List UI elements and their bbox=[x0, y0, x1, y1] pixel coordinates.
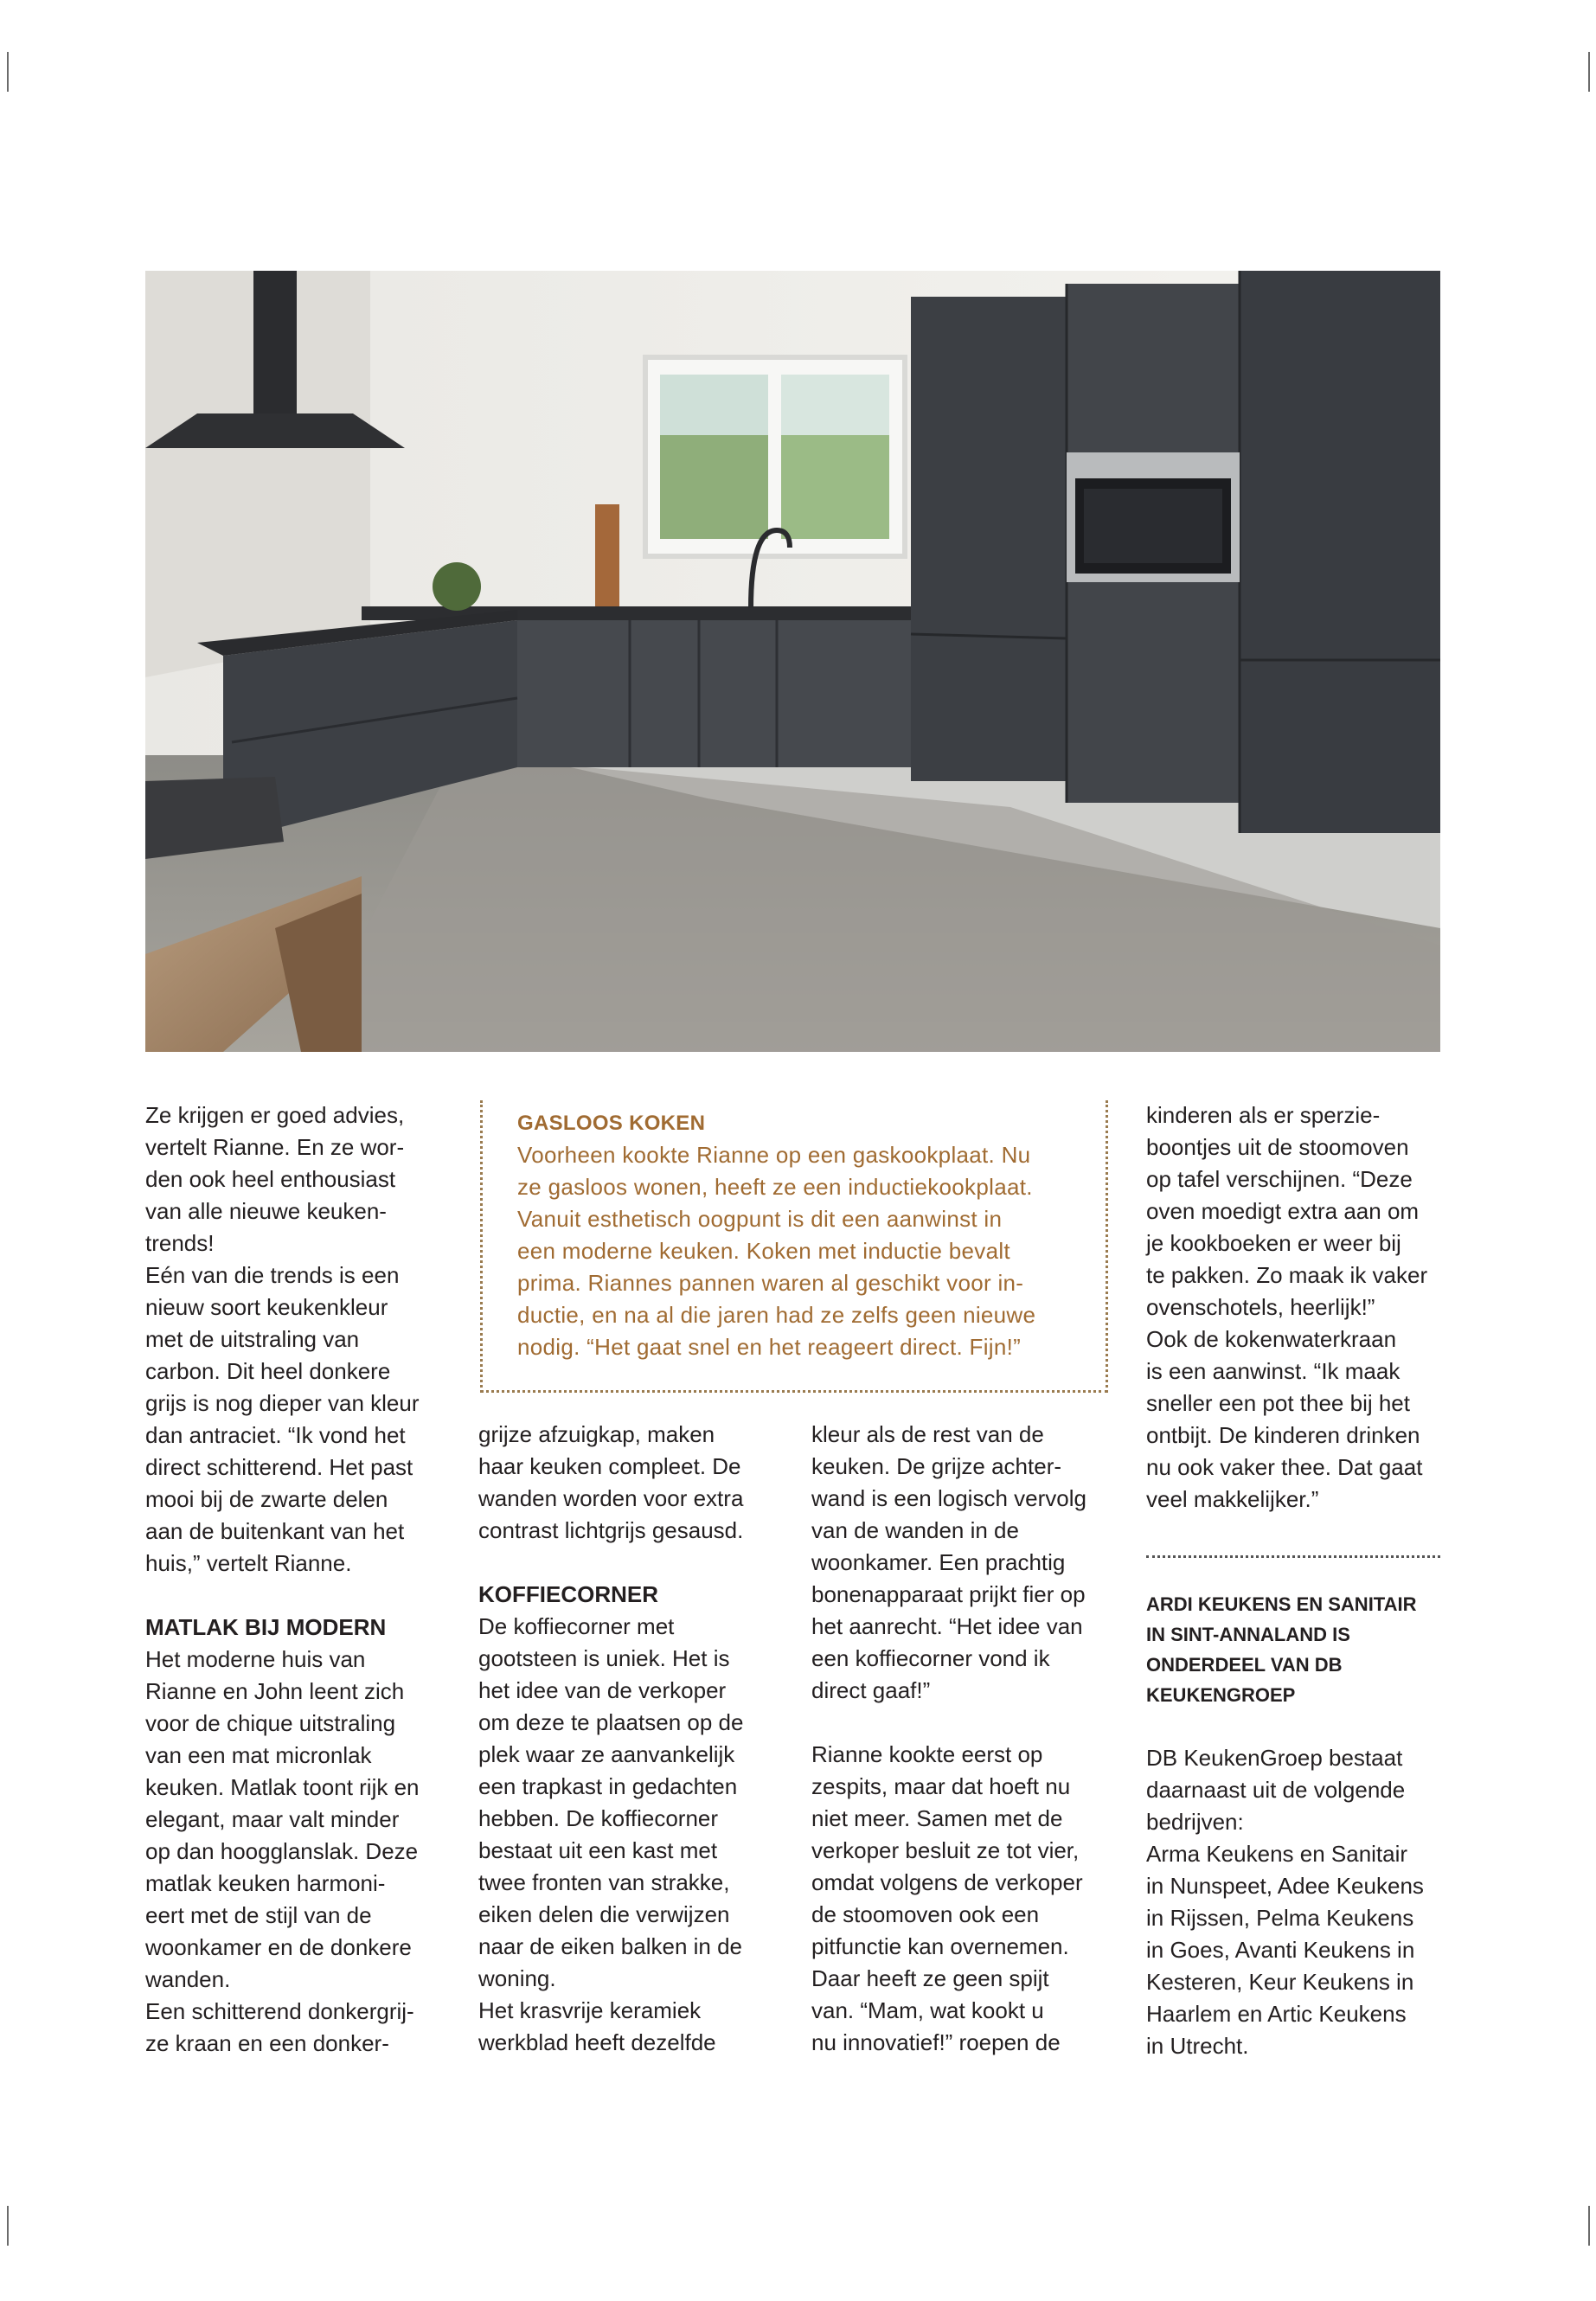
body-line: bestaat uit een kast met bbox=[478, 1837, 718, 1863]
body-line: carbon. Dit heel donkere bbox=[145, 1358, 391, 1384]
body-line: in Rijssen, Pelma Keukens bbox=[1146, 1905, 1414, 1931]
body-line: elegant, maar valt minder bbox=[145, 1806, 400, 1832]
kitchen-photo bbox=[145, 271, 1440, 1052]
body-line: in Goes, Avanti Keukens in bbox=[1146, 1937, 1415, 1963]
body-line: op dan hoogglanslak. Deze bbox=[145, 1838, 419, 1864]
body-line: bonenapparaat prijkt fier op bbox=[811, 1581, 1086, 1607]
body-line: Een schitterend donkergrij- bbox=[145, 1998, 414, 2024]
body-line: je kookboeken er weer bij bbox=[1146, 1230, 1401, 1256]
body-line: direct gaaf!” bbox=[811, 1677, 931, 1703]
sidebar-line: een moderne keuken. Koken met inductie bevalt bbox=[517, 1238, 1010, 1264]
body-line: Arma Keukens en Sanitair bbox=[1146, 1841, 1408, 1867]
body-line: woonkamer. Een prachtig bbox=[811, 1549, 1066, 1575]
body-line: boontjes uit de stoomoven bbox=[1146, 1134, 1409, 1160]
body-line: omdat volgens de verkoper bbox=[811, 1869, 1083, 1895]
body-line: pitfunctie kan overnemen. bbox=[811, 1933, 1069, 1959]
dotted-divider bbox=[1146, 1555, 1440, 1558]
body-line: hebben. De koffiecorner bbox=[478, 1805, 719, 1831]
body-line: kinderen als er sperzie- bbox=[1146, 1102, 1381, 1128]
column-4-lower bbox=[1146, 1589, 1445, 2062]
body-line: nu innovatief!” roepen de bbox=[811, 2029, 1061, 2055]
body-line: in Utrecht. bbox=[1146, 2033, 1249, 2059]
sidebar-line: prima. Riannes pannen waren al geschikt voor in- bbox=[517, 1270, 1024, 1296]
body-line: wanden. bbox=[145, 1966, 231, 1992]
body-line: oven moedigt extra aan om bbox=[1146, 1198, 1420, 1224]
column-3 bbox=[811, 1419, 1131, 2059]
body-line: op tafel verschijnen. “Deze bbox=[1146, 1166, 1413, 1192]
body-line: een koffiecorner vond ik bbox=[811, 1645, 1050, 1671]
sidebar-line: nodig. “Het gaat snel en het reageert direct. Fijn!” bbox=[517, 1334, 1022, 1360]
body-line: trends! bbox=[145, 1230, 215, 1256]
section-heading: KOFFIECORNER bbox=[478, 1581, 658, 1607]
body-line: woning. bbox=[478, 1965, 556, 1991]
column-1 bbox=[145, 1099, 457, 2060]
body-line: te pakken. Zo maak ik vaker bbox=[1146, 1262, 1428, 1288]
body-line: eert met de stijl van de bbox=[145, 1902, 372, 1928]
body-line: Haarlem en Artic Keukens bbox=[1146, 2001, 1407, 2027]
body-line: van een mat micronlak bbox=[145, 1742, 372, 1768]
body-line: naar de eiken balken in de bbox=[478, 1933, 743, 1959]
body-line: DB KeukenGroep bestaat bbox=[1146, 1745, 1403, 1771]
body-line: voor de chique uitstraling bbox=[145, 1710, 396, 1736]
body-line: direct schitterend. Het past bbox=[145, 1454, 413, 1480]
body-line: de stoomoven ook een bbox=[811, 1901, 1040, 1927]
body-line: is een aanwinst. “Ik maak bbox=[1146, 1358, 1401, 1384]
body-line: keuken. De grijze achter- bbox=[811, 1453, 1062, 1479]
body-line: Kesteren, Keur Keukens in bbox=[1146, 1969, 1414, 1995]
sidebar-line: ductie, en na al die jaren had ze zelfs geen nieuwe bbox=[517, 1302, 1036, 1328]
body-line: Rianne en John leent zich bbox=[145, 1678, 405, 1704]
body-line: zespits, maar dat hoeft nu bbox=[811, 1773, 1071, 1799]
body-line: nieuw soort keukenkleur bbox=[145, 1294, 388, 1320]
body-line: in Nunspeet, Adee Keukens bbox=[1146, 1873, 1424, 1899]
info-heading: KEUKENGROEP bbox=[1146, 1684, 1296, 1706]
body-line: haar keuken compleet. De bbox=[478, 1453, 741, 1479]
body-line: een trapkast in gedachten bbox=[478, 1773, 738, 1799]
body-line: sneller een pot thee bij het bbox=[1146, 1390, 1410, 1416]
body-line: Daar heeft ze geen spijt bbox=[811, 1965, 1049, 1991]
body-line: eiken delen die verwijzen bbox=[478, 1901, 730, 1927]
body-line: Eén van die trends is een bbox=[145, 1262, 400, 1288]
section-heading: MATLAK BIJ MODERN bbox=[145, 1614, 387, 1640]
body-line: niet meer. Samen met de bbox=[811, 1805, 1063, 1831]
column-4 bbox=[1146, 1099, 1445, 1516]
body-line: om deze te plaatsen op de bbox=[478, 1709, 744, 1735]
body-line: matlak keuken harmoni- bbox=[145, 1870, 386, 1896]
body-line: vertelt Rianne. En ze wor- bbox=[145, 1134, 405, 1160]
sidebar-line: ze gasloos wonen, heeft ze een inductiekookplaat. bbox=[517, 1174, 1033, 1200]
sidebar-box bbox=[480, 1100, 1108, 1393]
body-line: mooi bij de zwarte delen bbox=[145, 1486, 388, 1512]
body-line: werkblad heeft dezelfde bbox=[478, 2029, 716, 2055]
body-line: van alle nieuwe keuken- bbox=[145, 1198, 387, 1224]
body-line: grijs is nog dieper van kleur bbox=[145, 1390, 420, 1416]
crop-mark-top-left bbox=[7, 52, 9, 92]
body-line: wanden worden voor extra bbox=[478, 1485, 744, 1511]
sidebar-line: Vanuit esthetisch oogpunt is dit een aanwinst in bbox=[517, 1206, 1003, 1232]
body-line: Ook de kokenwaterkraan bbox=[1146, 1326, 1397, 1352]
body-line: plek waar ze aanvankelijk bbox=[478, 1741, 735, 1767]
crop-mark-bottom-left bbox=[7, 2206, 9, 2246]
body-line: Rianne kookte eerst op bbox=[811, 1741, 1043, 1767]
body-line: aan de buitenkant van het bbox=[145, 1518, 405, 1544]
info-heading: IN SINT-ANNALAND IS bbox=[1146, 1624, 1350, 1645]
body-line: verkoper besluit ze tot vier, bbox=[811, 1837, 1080, 1863]
body-line: ovenschotels, heerlijk!” bbox=[1146, 1294, 1375, 1320]
body-line: Het moderne huis van bbox=[145, 1646, 366, 1672]
body-line: dan antraciet. “Ik vond het bbox=[145, 1422, 406, 1448]
body-line: woonkamer en de donkere bbox=[145, 1934, 412, 1960]
body-line: van. “Mam, wat kookt u bbox=[811, 1997, 1044, 2023]
body-line: wand is een logisch vervolg bbox=[811, 1485, 1086, 1511]
body-line: den ook heel enthousiast bbox=[145, 1166, 396, 1192]
body-line: contrast lichtgrijs gesausd. bbox=[478, 1517, 744, 1543]
info-heading: ARDI KEUKENS EN SANITAIR bbox=[1146, 1593, 1417, 1615]
body-line: het aanrecht. “Het idee van bbox=[811, 1613, 1083, 1639]
body-line: bedrijven: bbox=[1146, 1809, 1244, 1835]
body-line: met de uitstraling van bbox=[145, 1326, 360, 1352]
crop-mark-top-right bbox=[1588, 52, 1590, 92]
body-line: van de wanden in de bbox=[811, 1517, 1019, 1543]
body-line: Het krasvrije keramiek bbox=[478, 1997, 702, 2023]
body-line: twee fronten van strakke, bbox=[478, 1869, 730, 1895]
body-line: keuken. Matlak toont rijk en bbox=[145, 1774, 420, 1800]
body-line: ontbijt. De kinderen drinken bbox=[1146, 1422, 1420, 1448]
body-line: Ze krijgen er goed advies, bbox=[145, 1102, 405, 1128]
body-line: kleur als de rest van de bbox=[811, 1421, 1044, 1447]
body-line: huis,” vertelt Rianne. bbox=[145, 1550, 352, 1576]
info-heading: ONDERDEEL VAN DB bbox=[1146, 1654, 1343, 1676]
column-2 bbox=[478, 1419, 790, 2059]
body-line: veel makkelijker.” bbox=[1146, 1486, 1319, 1512]
sidebar-line: Voorheen kookte Rianne op een gaskookplaat. Nu bbox=[517, 1142, 1031, 1168]
body-line: daarnaast uit de volgende bbox=[1146, 1777, 1406, 1803]
body-line: het idee van de verkoper bbox=[478, 1677, 727, 1703]
body-line: De koffiecorner met bbox=[478, 1613, 675, 1639]
body-line: grijze afzuigkap, maken bbox=[478, 1421, 715, 1447]
crop-mark-bottom-right bbox=[1588, 2206, 1590, 2246]
body-line: ze kraan en een donker- bbox=[145, 2030, 389, 2056]
body-line: nu ook vaker thee. Dat gaat bbox=[1146, 1454, 1423, 1480]
body-line: gootsteen is uniek. Het is bbox=[478, 1645, 730, 1671]
sidebar-title: GASLOOS KOKEN bbox=[517, 1112, 706, 1135]
